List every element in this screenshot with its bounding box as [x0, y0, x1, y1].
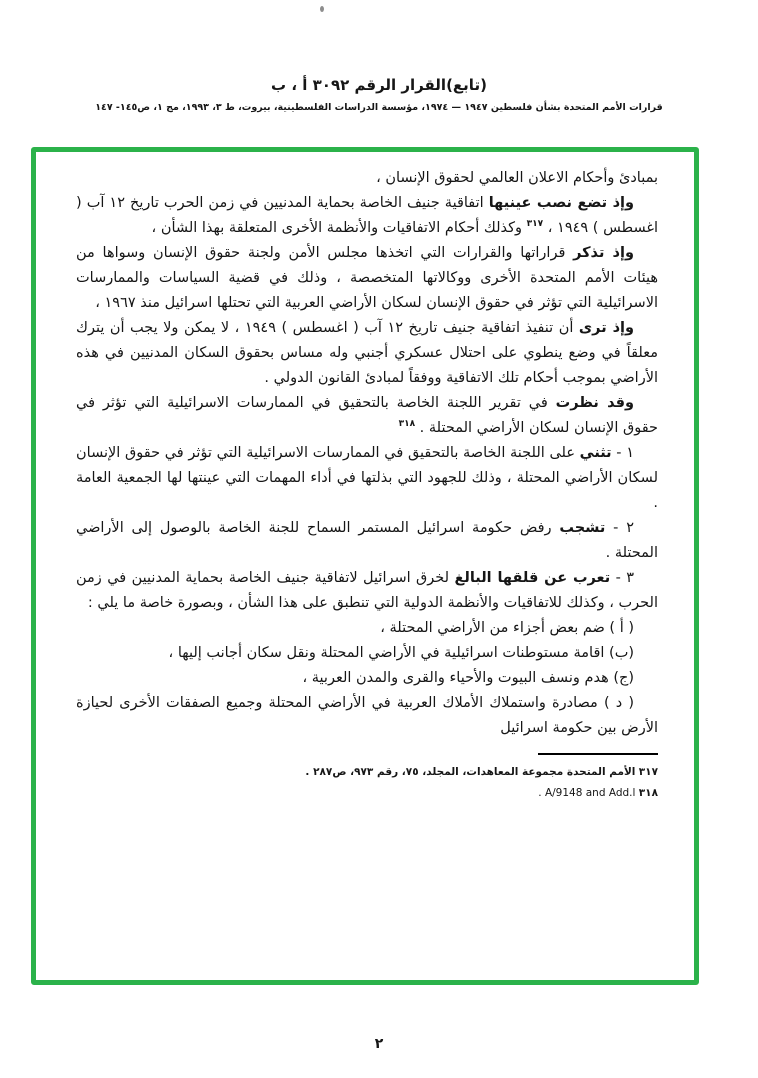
footnote-ref: ٣١٨	[398, 419, 416, 429]
list-item-b	[76, 641, 658, 666]
footnote	[76, 762, 658, 783]
paragraph-text: قراراتها والقرارات التي اتخذها مجلس الأمن ولجنة حقوق الإنسان وسواها من هيئات الأمم المتحدة الأخرى ووكالاتها المتخصصة ، وذلك في قضية السياسات والممارسات الاسرائيلية التي تؤثر في حقوق الإنسان لسكان الأراضي العربية التي تحتلها اسرائيل منذ ١٩٦٧ ،	[76, 245, 658, 311]
paragraph-text: بمبادئ وأحكام الاعلان العالمي لحقوق الإنسان ،	[376, 170, 658, 186]
paragraph-lead: تشجب	[559, 520, 606, 536]
body-text	[76, 166, 658, 741]
paragraph-lead: وإذ تضع نصب عينيها	[488, 195, 634, 211]
paragraph-text: اتفاقية جنيف الخاصة بحماية المدنيين في زمن الحرب تاريخ ١٢ آب ( اغسطس ) ١٩٤٩ ،	[76, 195, 658, 236]
footnote-marker: ٣١٨	[638, 787, 658, 799]
paragraph-text: في تقرير اللجنة الخاصة بالتحقيق في الممارسات الاسرائيلية التي تؤثر في حقوق الإنسان لسكان الأراضي المحتلة .	[76, 395, 658, 436]
footnote-ref: ٣١٧	[526, 219, 544, 229]
paragraph-text: ( أ ) ضم بعض أجزاء من الأراضي المحتلة ،	[380, 620, 634, 636]
paragraph-lead: وقد نظرت	[555, 395, 635, 411]
paragraph-lead: وإذ تذكر	[573, 245, 634, 261]
paragraph	[76, 391, 658, 441]
footnote-marker: ٣١٧	[638, 766, 658, 778]
footnotes-section	[76, 753, 658, 804]
footnote-text: الأمم المتحدة مجموعة المعاهدات، المجلد، ٧٥، رقم ٩٧٣، ص٢٨٧ .	[305, 766, 636, 778]
paragraph-number: ٢ -	[605, 520, 634, 536]
footnote	[76, 783, 658, 804]
paragraph-lead: تثني	[579, 445, 612, 461]
paragraph	[76, 166, 658, 191]
paragraph-text: على اللجنة الخاصة بالتحقيق في الممارسات الاسرائيلية التي تؤثر في حقوق الإنسان لسكان الأراضي المحتلة ، وذلك للجهود التي بذلتها في أداء المهمات التي عينتها لها الجمعية العامة .	[76, 445, 658, 511]
citation-line: قرارات الأمم المتحدة بشأن فلسطين ١٩٤٧ — ١٩٧٤، مؤسسة الدراسات الفلسطينية، بيروت، ط ٣، ١٩٩٣، مج ١، ص١٤٥- ١٤٧	[95, 102, 663, 113]
paragraph-lead: تعرب عن قلقها البالغ	[454, 570, 611, 586]
paragraph-text: لخرق اسرائيل لاتفاقية جنيف الخاصة بحماية المدنيين في زمن الحرب ، وكذلك للاتفاقيات والأنظمة الدولية التي تنطبق على هذا الشأن ، وبصورة خاصة ما يلي :	[76, 570, 658, 611]
list-item-c	[76, 666, 658, 691]
paragraph	[76, 191, 658, 241]
document-header	[0, 76, 758, 113]
paragraph	[76, 241, 658, 316]
paragraph-numbered-3	[76, 566, 658, 616]
page-number: ٢	[374, 1036, 384, 1052]
paragraph-text: وكذلك أحكام الاتفاقيات والأنظمة الأخرى المتعلقة بهذا الشأن ،	[151, 220, 527, 236]
footnote-text: A/9148 and Add.l .	[538, 787, 636, 799]
paragraph-text: (ج) هدم ونسف البيوت والأحياء والقرى والمدن العربية ،	[302, 670, 634, 686]
list-item-a	[76, 616, 658, 641]
paragraph-lead: وإذ ترى	[578, 320, 635, 336]
document-frame	[31, 147, 699, 985]
list-item-d	[76, 691, 658, 741]
paragraph-number: ٣ -	[610, 570, 634, 586]
paragraph-text: ( د ) مصادرة واستملاك الأملاك العربية في الأراضي المحتلة وجميع الصفقات الأخرى لحيازة الأرض بين حكومة اسرائيل	[76, 695, 658, 736]
paragraph-text: رفض حكومة اسرائيل المستمر السماح للجنة الخاصة بالوصول إلى الأراضي المحتلة .	[76, 520, 658, 561]
paragraph-numbered-1	[76, 441, 658, 516]
paragraph-text: أن تنفيذ اتفاقية جنيف تاريخ ١٢ آب ( اغسطس ) ١٩٤٩ ، لا يمكن ولا يجب أن يترك معلقاً في وضع ينطوي على احتلال عسكري أجنبي وله مساس بحقوق السكان المدنيين في هذه الأراضي بموجب أحكام تلك الاتفاقية ووفقاً لمبادئ القانون الدولي .	[76, 320, 658, 386]
paragraph	[76, 316, 658, 391]
footnote-divider	[538, 753, 658, 755]
paragraph-numbered-2	[76, 516, 658, 566]
paragraph-number: ١ -	[611, 445, 634, 461]
scan-speck	[320, 6, 324, 12]
paragraph-text: (ب) اقامة مستوطنات اسرائيلية في الأراضي المحتلة ونقل سكان أجانب إليها ،	[168, 645, 634, 661]
page-title: (تابع)القرار الرقم ٣٠٩٢ أ ، ب	[271, 76, 487, 94]
